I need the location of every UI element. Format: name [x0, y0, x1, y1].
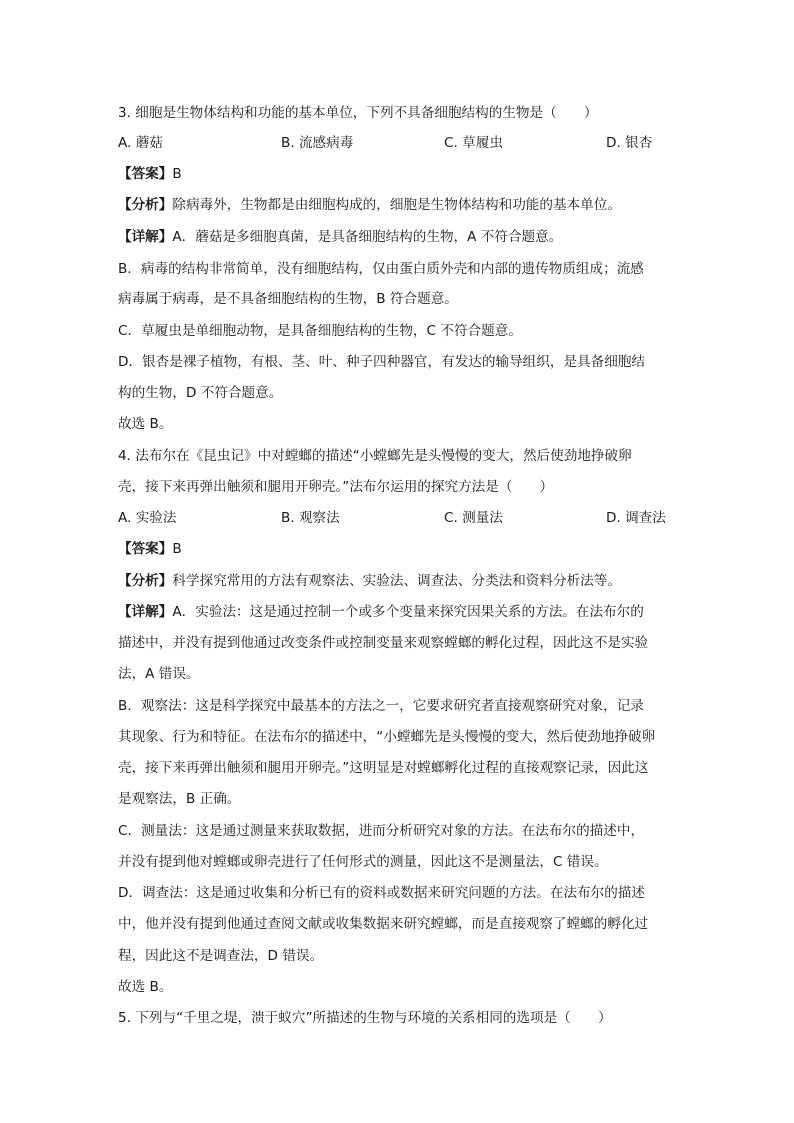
q5-stem: 5. 下列与“千里之堤，溃于蚁穴”所描述的生物与环境的关系相同的选项是（ ） [118, 1010, 612, 1026]
detail-text: A．蘑菇是多细胞真菌，是具备细胞结构的生物，A 不符合题意。 [172, 229, 563, 245]
detail-tag: 【详解】 [118, 604, 173, 620]
q3-detail-line: B．病毒的结构非常简单，没有细胞结构，仅由蛋白质外壳和内部的遗传物质组成；流感 [118, 261, 644, 277]
q4-option-b: B. 观察法 [281, 510, 340, 526]
q4-analysis [118, 571, 678, 591]
q4-detail-line: 是观察法，B 正确。 [118, 791, 241, 807]
q3-detail-line: 病毒属于病毒，是不具备细胞结构的生物，B 符合题意。 [118, 291, 458, 307]
q3-conclusion: 故选 B。 [118, 416, 173, 432]
detail-tag: 【详解】 [118, 229, 173, 245]
q4-option-a: A. 实验法 [118, 510, 177, 526]
q4-detail-line: D．调查法：这是通过收集和分析已有的资料或数据来研究问题的方法。在法布尔的描述 [118, 885, 646, 901]
detail-text: A．实验法：这是通过控制一个或多个变量来探究因果关系的方法。在法布尔的 [172, 604, 644, 620]
q4-option-d: D. 调查法 [606, 510, 666, 526]
analysis-text: 除病毒外，生物都是由细胞构成的，细胞是生物体结构和功能的基本单位。 [172, 197, 621, 213]
q4-detail-line: 其现象、行为和特征。在法布尔的描述中，“小螳螂先是头慢慢的变大，然后使劲地挣破卵 [118, 729, 656, 745]
q4-stem-line: 壳，接下来再弹出触须和腿用开卵壳。”法布尔运用的探究方法是（ ） [118, 479, 554, 495]
q4-option-c: C. 测量法 [444, 510, 503, 526]
q4-detail-line: 描述中，并没有提到他通过改变条件或控制变量来观察螳螂的孵化过程，因此这不是实验 [118, 635, 649, 651]
q3-detail-line: C．草履虫是单细胞动物，是具备细胞结构的生物，C 不符合题意。 [118, 323, 522, 339]
q4-detail [118, 602, 678, 622]
q4-detail-line: C．测量法：这是通过测量来获取数据，进而分析研究对象的方法。在法布尔的描述中， [118, 823, 645, 839]
q3-analysis [118, 195, 678, 215]
answer-tag: 【答案】 [118, 541, 173, 557]
answer-value: B [172, 166, 182, 182]
q3-answer [118, 164, 678, 184]
analysis-tag: 【分析】 [118, 197, 173, 213]
q3-option-c: C. 草履虫 [444, 135, 503, 151]
q4-detail-line: 并没有提到他对螳螂或卵壳进行了任何形式的测量，因此这不是测量法，C 错误。 [118, 854, 608, 870]
q3-detail [118, 227, 678, 247]
q4-detail-line: 壳，接下来再弹出触须和腿用开卵壳。”这明显是对螳螂孵化过程的直接观察记录，因此这 [118, 760, 649, 776]
q4-detail-line: 程，因此这不是调查法，D 错误。 [118, 948, 324, 964]
analysis-text: 科学探究常用的方法有观察法、实验法、调查法、分类法和资料分析法等。 [172, 573, 621, 589]
analysis-tag: 【分析】 [118, 573, 173, 589]
q3-detail-line: D．银杏是裸子植物，有根、茎、叶、种子四种器官，有发达的输导组织，是具备细胞结 [118, 354, 646, 370]
q4-conclusion: 故选 B。 [118, 979, 173, 995]
q4-detail-line: 中，他并没有提到他通过查阅文献或收集数据来研究螳螂，而是直接观察了螳螂的孵化过 [118, 916, 649, 932]
q3-stem: 3. 细胞是生物体结构和功能的基本单位，下列不具备细胞结构的生物是（ ） [118, 105, 598, 121]
q3-option-a: A. 蘑菇 [118, 135, 163, 151]
q4-detail-line: 法，A 错误。 [118, 666, 200, 682]
q3-option-d: D. 银杏 [606, 135, 653, 151]
answer-value: B [172, 541, 182, 557]
q3-detail-line: 构的生物，D 不符合题意。 [118, 385, 283, 401]
q4-answer [118, 539, 678, 559]
answer-tag: 【答案】 [118, 166, 173, 182]
q4-detail-line: B．观察法：这是科学探究中最基本的方法之一，它要求研究者直接观察研究对象，记录 [118, 698, 644, 714]
q4-stem-line: 4. 法布尔在《昆虫记》中对螳螂的描述“小螳螂先是头慢慢的变大，然后使劲地挣破卵 [118, 448, 632, 464]
q3-option-b: B. 流感病毒 [281, 135, 354, 151]
